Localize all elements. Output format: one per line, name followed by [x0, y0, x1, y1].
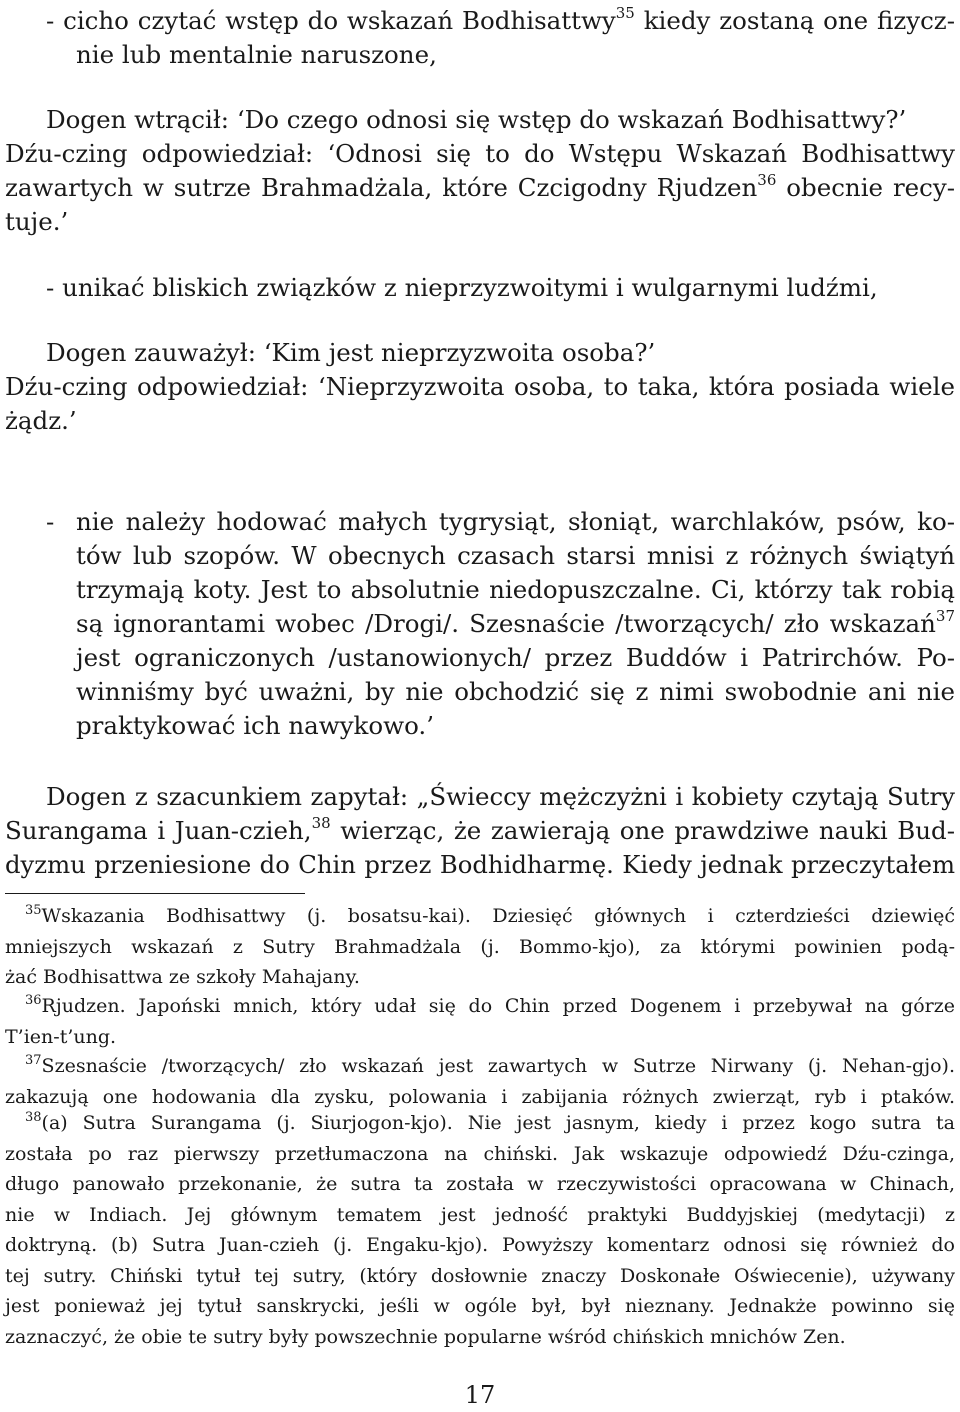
list-item-avoid-relations	[46, 271, 955, 305]
footnote-line: Szesnaście /tworzących/ zło wskazań jest zawartych w Sutrze Nirwany (j. Nehan-gjo).	[41, 1055, 955, 1077]
footnote-line: mniejszych wskazań z Sutry Brahmadżala (j. Bommo-kjo), za którymi powinien podą-	[5, 935, 955, 958]
paragraph-line: dyzmu przeniesione do Chin przez Bodhidharmę. Kiedy jednak przeczytałem	[5, 850, 955, 879]
list-item-text: - cicho czytać wstęp do wskazań Bodhisattwy	[46, 6, 616, 35]
footnote-36	[5, 991, 955, 1052]
footnote-ref-38[interactable]: 38	[311, 813, 331, 832]
list-item-line: winniśmy być uważni, by nie obchodzić się z nimi swobodnie ani nie	[76, 677, 955, 706]
paragraph-line-tail: obecnie recy-	[776, 173, 955, 202]
list-item-text-line2: nie lub mentalnie naruszone,	[76, 40, 437, 69]
paragraph-line: zawartych w sutrze Brahmadżala, które Czcigodny Rjudzen	[5, 173, 758, 202]
list-item-line: jest ograniczonych /ustanowionych/ przez Buddów i Patrirchów. Po-	[76, 643, 955, 672]
footnote-line: jest ponieważ jej tytuł sanskrycki, jeśli w ogóle był, był nieznany. Jednakże powinno się	[5, 1295, 955, 1317]
footnote-line: T’ien-t’ung.	[5, 1025, 117, 1048]
paragraph-line: Dogen zauważył: ‘Kim jest nieprzyzwoita osoba?’	[46, 338, 656, 367]
list-item-line: nie należy hodować małych tygrysiąt, słoniąt, warchlaków, psów, ko-	[76, 507, 955, 536]
footnote-line: długo panowało przekonanie, że sutra ta została w rzeczywistości opracowana w Chinach,	[5, 1173, 955, 1195]
footnote-number: 38	[25, 1109, 42, 1125]
list-item-text-tail: kiedy zostaną one fizycz-	[634, 6, 955, 35]
footnote-number: 37	[25, 1052, 42, 1068]
list-item-no-animals	[46, 505, 955, 743]
footnote-line: zaznaczyć, że obie te sutry były powszechnie popularne wśród chińskich mnichów Zen.	[5, 1325, 846, 1348]
footnote-separator	[5, 893, 305, 894]
paragraph-dialogue-2	[5, 336, 955, 438]
paragraph-line: Surangama i Juan-czieh,	[5, 816, 312, 845]
paragraph-dialogue-1	[5, 103, 955, 239]
paragraph-line: Dźu-czing odpowiedział: ‘Nieprzyzwoita osoba, to taka, która posiada wiele	[5, 372, 955, 401]
footnote-line: doktryną. (b) Sutra Juan-czieh (j. Engaku-kjo). Powyższy komentarz odnosi się również do	[5, 1234, 955, 1256]
paragraph-line: Dogen wtrącił: ‘Do czego odnosi się wstęp do wskazań Bodhisattwy?’	[46, 105, 907, 134]
list-item-line: tów lub szopów. W obecnych czasach starsi mnisi z różnych świątyń	[76, 541, 955, 570]
footnote-line: Wskazania Bodhisattwy (j. bosatsu-kai). Dziesięć głównych i czterdzieści dziewięć	[41, 905, 955, 927]
footnote-ref-37[interactable]: 37	[935, 606, 955, 625]
list-item-quiet-reading	[46, 4, 955, 72]
footnote-ref-35[interactable]: 35	[615, 3, 635, 22]
footnote-number: 36	[25, 992, 42, 1008]
footnote-number: 35	[25, 902, 42, 918]
paragraph-line: żądz.’	[5, 406, 77, 435]
list-item-text: - unikać bliskich związków z nieprzyzwoitymi i wulgarnymi ludźmi,	[46, 273, 878, 302]
list-item-line: są ignorantami wobec /Drogi/. Szesnaście /tworzących/ zło wskazań	[76, 609, 936, 638]
paragraph-line: tuje.’	[5, 207, 69, 236]
footnote-ref-36[interactable]: 36	[757, 170, 777, 189]
paragraph-line: Dogen z szacunkiem zapytał: „Świeccy mężczyżni i kobiety czytają Sutry	[46, 782, 955, 811]
footnote-line: żać Bodhisattwa ze szkoły Mahajany.	[5, 966, 360, 988]
footnote-line: tej sutry. Chiński tytuł tej sutry, (który dosłownie znaczy Doskonałe Oświecenie), używany	[5, 1264, 955, 1287]
footnote-37	[5, 1051, 955, 1112]
footnote-line: została po raz pierwszy przetłumaczona na chiński. Jak wskazuje odpowiedź Dźu-czinga,	[5, 1142, 955, 1165]
footnote-38	[5, 1108, 955, 1352]
paragraph-dialogue-3	[5, 780, 955, 882]
footnote-35	[5, 901, 955, 993]
paragraph-line-tail: wierząc, że zawierają one prawdziwe nauki Bud-	[330, 816, 955, 845]
page-number: 17	[464, 1381, 496, 1409]
list-item-line: trzymają koty. Jest to absolutnie niedopuszczalne. Ci, którzy tak robią	[76, 575, 955, 604]
footnote-line: zakazują one hodowania dla zysku, polowania i zabijania różnych zwierząt, ryb i ptaków.	[5, 1085, 955, 1108]
footnote-line: (a) Sutra Surangama (j. Siurjogon-kjo). Nie jest jasnym, kiedy i przez kogo sutra ta	[41, 1112, 955, 1134]
list-dash: -	[46, 507, 55, 536]
footnote-line: Rjudzen. Japoński mnich, który udał się do Chin przed Dogenem i przebywał na górze	[41, 995, 955, 1017]
list-item-line: praktykować ich nawykowo.’	[76, 711, 435, 740]
footnote-line: nie w Indiach. Jej głównym tematem jest jedność praktyki Buddyjskiej (medytacji) z	[5, 1203, 955, 1226]
paragraph-line: Dźu-czing odpowiedział: ‘Odnosi się to do Wstępu Wskazań Bodhisattwy	[5, 139, 955, 168]
